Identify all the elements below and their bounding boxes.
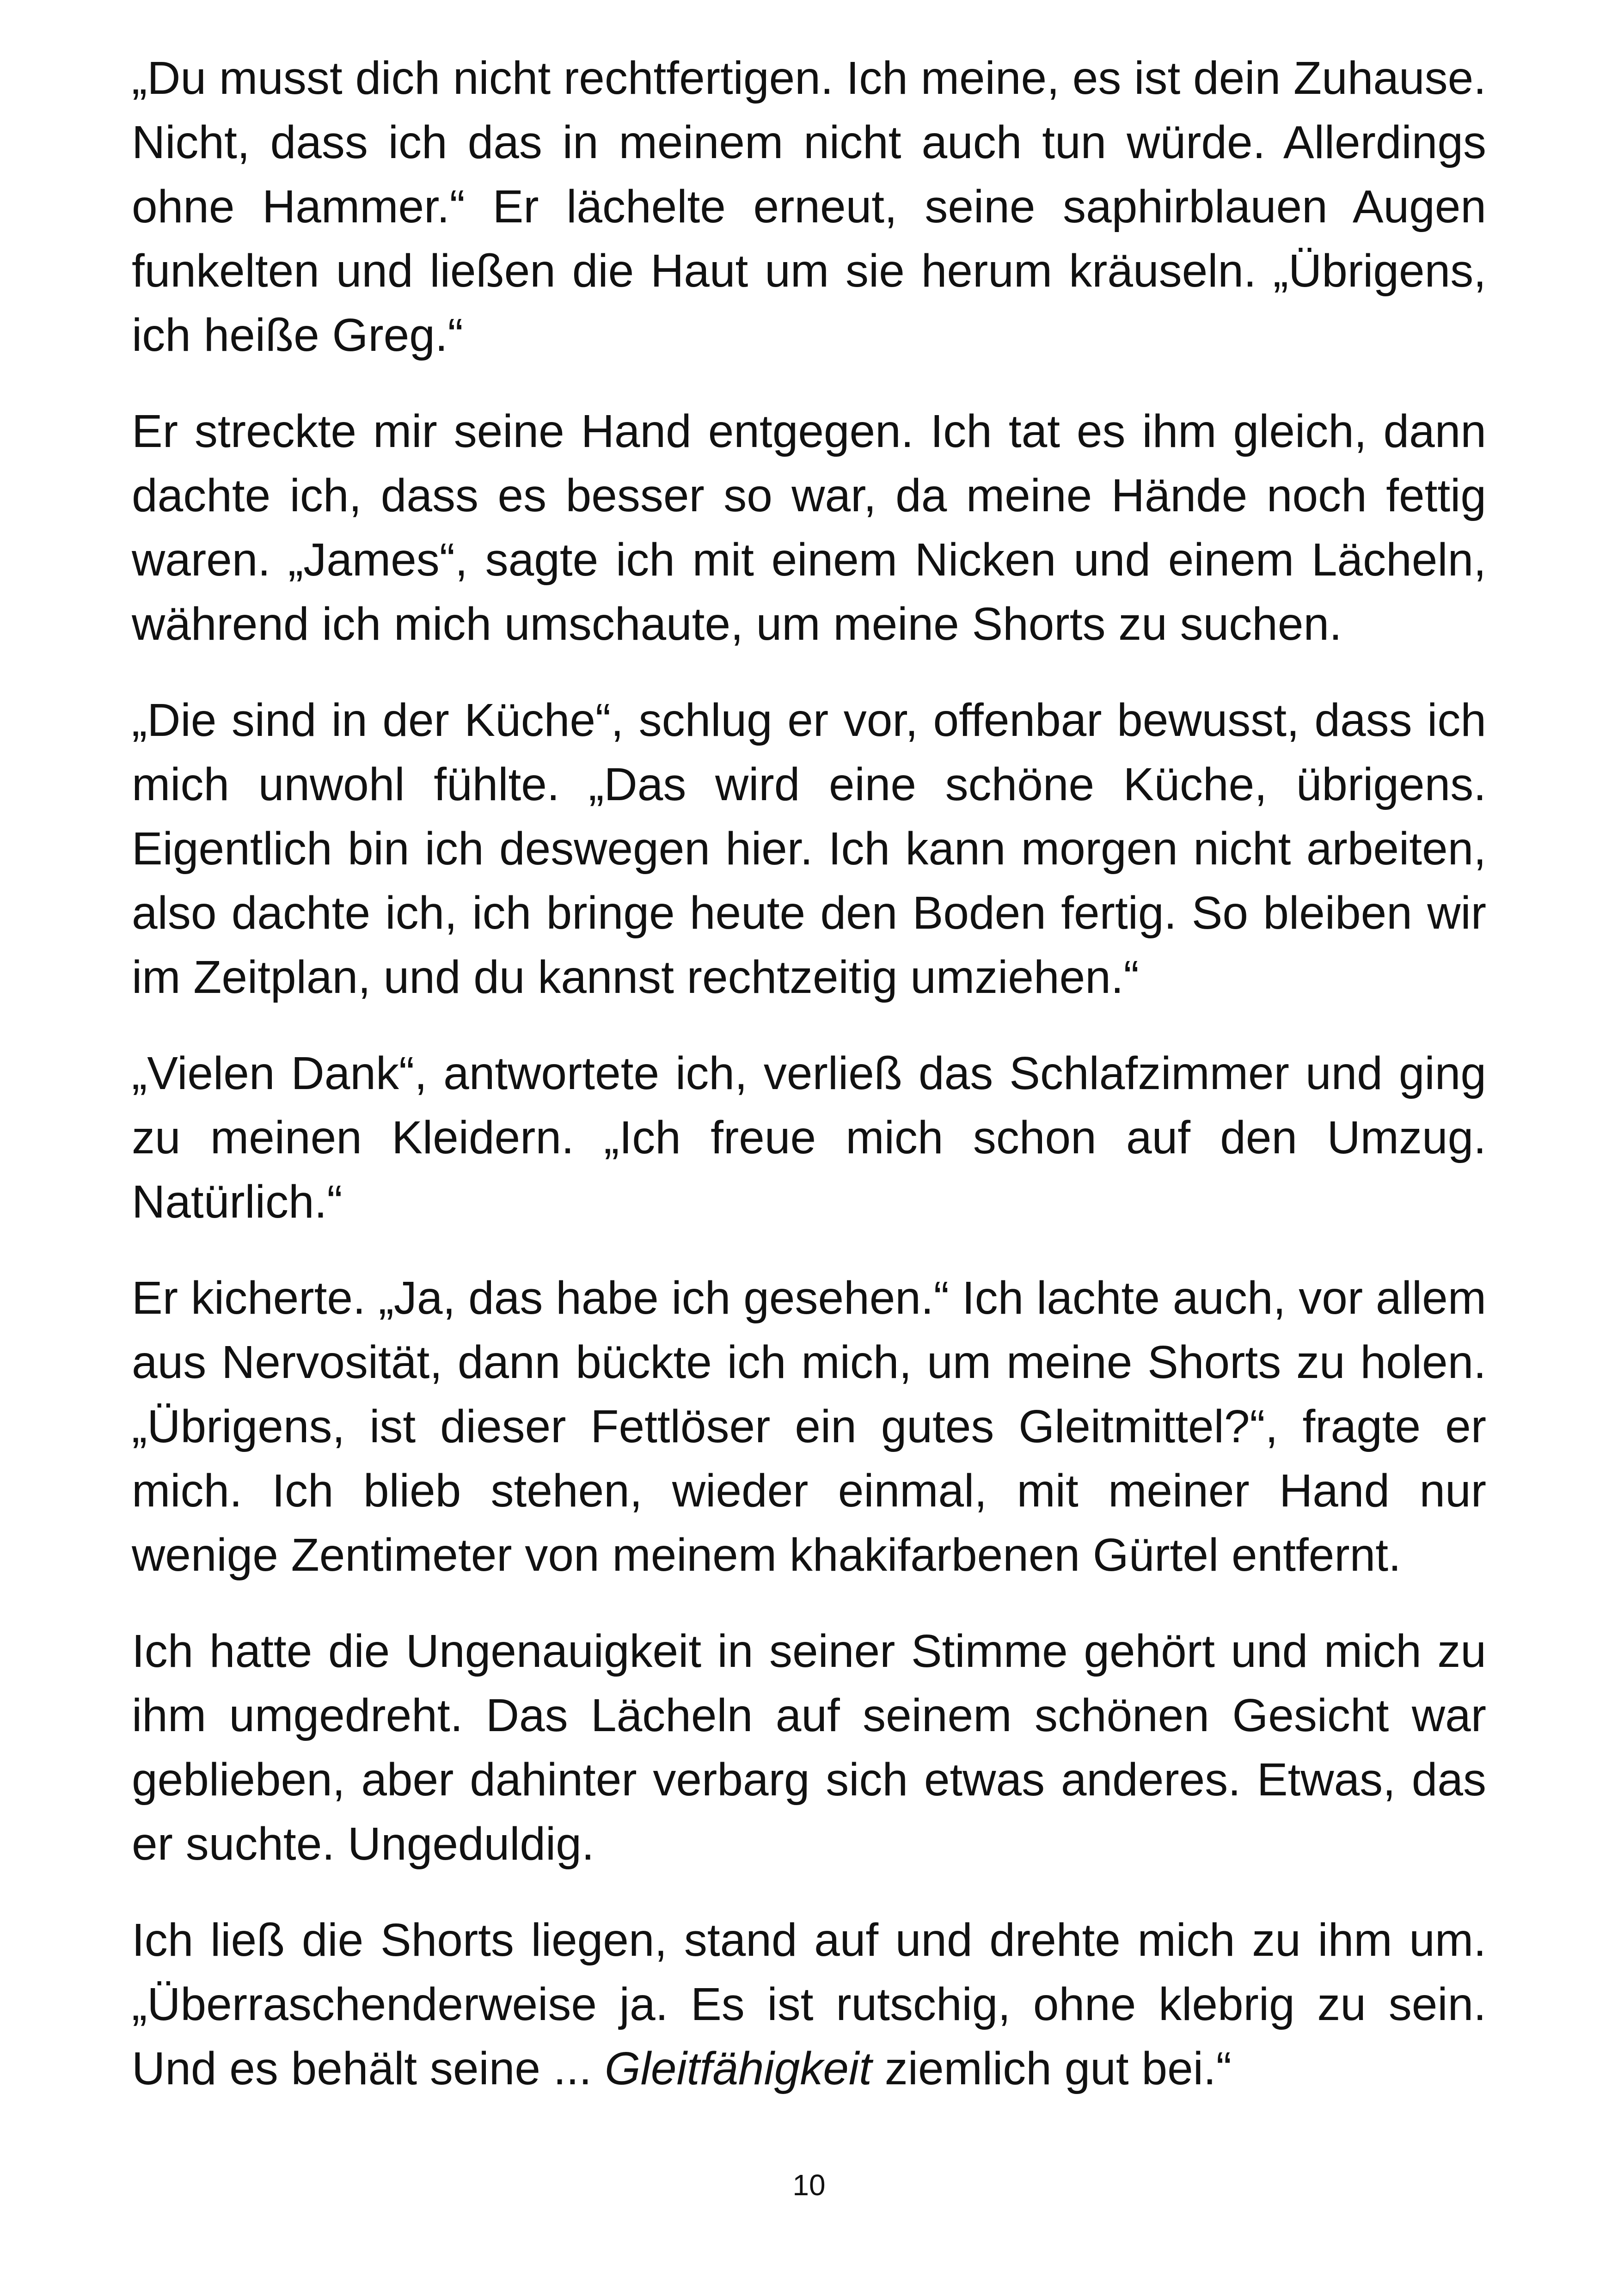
paragraph-1: „Du musst dich nicht rechtfertigen. Ich meine, es ist dein Zuhause. Nicht, dass ich das in meinem nicht auch tun würde. Allerdings ohne Hammer.“ Er lächelte erneut, seine saphirblauen Augen funkelten und ließen die Haut um sie herum kräuseln. „Übrigens, ich heiße Greg.“: [132, 52, 1486, 361]
paragraph-7-italic-word: Gleitfähigkeit: [604, 2043, 872, 2094]
paragraph-7-text-after: ziemlich gut bei.“: [871, 2043, 1232, 2094]
paragraph-7-text-before: Ich ließ die Shorts liegen, stand auf und drehte mich zu ihm um. „Überraschenderweise ja. Es ist rutschig, ohne klebrig zu sein. Und es behält seine ...: [132, 1914, 1486, 2094]
page-number: 10: [792, 2168, 826, 2202]
paragraph-4: „Vielen Dank“, antwortete ich, verließ das Schlafzimmer und ging zu meinen Kleidern. „Ich freue mich schon auf den Umzug. Natürlich.“: [132, 1047, 1486, 1228]
paragraph-5: Er kicherte. „Ja, das habe ich gesehen.“ Ich lachte auch, vor allem aus Nervosität, dann bückte ich mich, um meine Shorts zu holen. „Übrigens, ist dieser Fettlöser ein gutes Gleitmittel?“, fragte er mich. Ich blieb stehen, wieder einmal, mit meiner Hand nur wenige Zentimeter von meinem khakifarbenen Gürtel entfernt.: [132, 1272, 1486, 1581]
body-text: [132, 46, 1486, 2133]
paragraph-3: „Die sind in der Küche“, schlug er vor, offenbar bewusst, dass ich mich unwohl fühlte. „Das wird eine schöne Küche, übrigens. Eigentlich bin ich deswegen hier. Ich kann morgen nicht arbeiten, also dachte ich, ich bringe heute den Boden fertig. So bleiben wir im Zeitplan, und du kannst rechtzeitig umziehen.“: [132, 694, 1486, 1003]
paragraph-2: Er streckte mir seine Hand entgegen. Ich tat es ihm gleich, dann dachte ich, dass es besser so war, da meine Hände noch fettig waren. „James“, sagte ich mit einem Nicken und einem Lächeln, während ich mich umschaute, um meine Shorts zu suchen.: [132, 405, 1486, 650]
paragraph-7: [132, 1908, 1486, 2101]
paragraph-6: Ich hatte die Ungenauigkeit in seiner Stimme gehört und mich zu ihm umgedreht. Das Lächeln auf seinem schönen Gesicht war geblieben, aber dahinter verbarg sich etwas anderes. Etwas, das er suchte. Ungeduldig.: [132, 1625, 1486, 1870]
